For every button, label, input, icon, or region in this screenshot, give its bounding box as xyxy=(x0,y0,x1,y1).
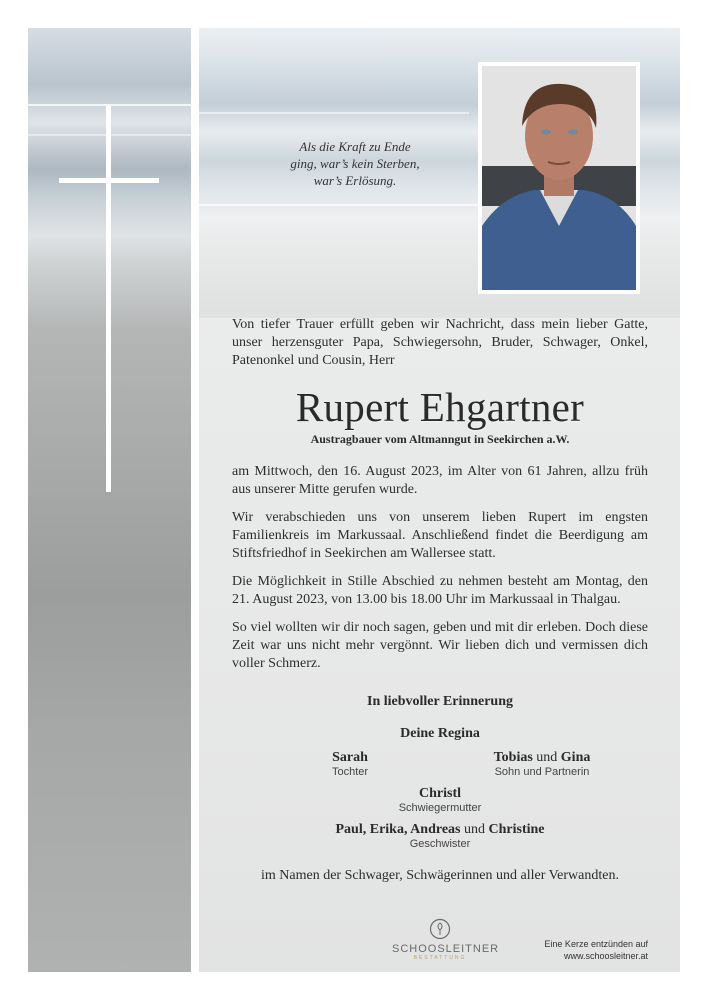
mourner-role: Sohn und Partnerin xyxy=(494,766,590,778)
mourner-role: Tochter xyxy=(331,766,369,778)
mourner-name: Christine xyxy=(488,822,545,837)
wave-line xyxy=(199,112,469,114)
mourner-name-line xyxy=(232,822,648,838)
farewell-paragraph: So viel wollten wir dir noch sagen, geben und mit dir erleben. Doch diese Zeit war uns nicht mehr vergönnt. Wir lieben dich und vermissen dich voller Schmerz. xyxy=(232,620,648,671)
death-paragraph: am Mittwoch, den 16. August 2023, im Alter von 61 Jahren, allzu früh aus unserer Mitte gerufen wurde. xyxy=(232,464,648,497)
wife-name: Deine Regina xyxy=(400,726,480,741)
intro-text: Von tiefer Trauer erfüllt geben wir Nachricht, dass mein lieber Gatte, unser herzensguter Papa, Schwiegersohn, Bruder, Schwager, Onkel, Patenonkel und Cousin, Herr xyxy=(232,317,648,368)
deceased-occupation: Austragbauer vom Altmanngut in Seekirchen a.W. xyxy=(310,432,570,446)
mourner-name: Christl xyxy=(419,786,461,801)
notice-body xyxy=(232,300,648,884)
viewing-paragraph: Die Möglichkeit in Stille Abschied zu nehmen besteht am Montag, den 21. August 2023, von 13.00 bis 18.00 Uhr im Markussaal in Thalgau. xyxy=(232,574,648,607)
closing-line: im Namen der Schwager, Schwägerinnen und aller Verwandten. xyxy=(260,868,619,883)
quote-line: Als die Kraft zu Ende xyxy=(299,139,411,154)
conjunction: und xyxy=(536,750,558,765)
memorial-quote xyxy=(280,138,430,189)
mourner-name: Paul, Erika, Andreas xyxy=(335,822,461,837)
candle-text: Eine Kerze entzünden auf xyxy=(544,939,648,949)
deceased-name: Rupert Ehgartner xyxy=(295,384,585,430)
mourner-name: Sarah xyxy=(332,750,368,765)
mourner-name-line xyxy=(472,750,612,766)
quote-line: war’s Erlösung. xyxy=(313,173,397,188)
rose-logo-icon xyxy=(429,918,451,940)
mourner-name: Gina xyxy=(560,750,591,765)
mourner-name: Tobias xyxy=(493,750,533,765)
funeral-paragraph: Wir verabschieden uns von unserem lieben Rupert im engsten Familienkreis im Markussaal. Anschließend findet die Beerdigung am Stiftsfriedhof in Seekirchen am Wallersee statt. xyxy=(232,510,648,561)
children-row xyxy=(232,750,648,786)
brand-subtitle: BESTATTUNG xyxy=(413,955,467,961)
cross-vertical xyxy=(106,106,111,492)
mourner-role: Geschwister xyxy=(409,838,471,850)
brand-name: SCHOOSLEITNER xyxy=(392,943,500,955)
wave-line xyxy=(199,204,479,206)
remembrance-heading: In liebvoller Erinnerung xyxy=(367,694,513,709)
quote-line: ging, war’s kein Sterben, xyxy=(290,156,420,171)
cross-horizontal xyxy=(59,178,159,183)
portrait-image xyxy=(482,66,636,290)
portrait-photo xyxy=(478,62,640,294)
mourner-role: Schwiegermutter xyxy=(398,802,482,814)
candle-notice xyxy=(524,938,648,962)
undertaker-logo xyxy=(392,918,500,962)
conjunction: und xyxy=(464,822,485,837)
website-link[interactable]: www.schoosleitner.at xyxy=(563,951,648,961)
